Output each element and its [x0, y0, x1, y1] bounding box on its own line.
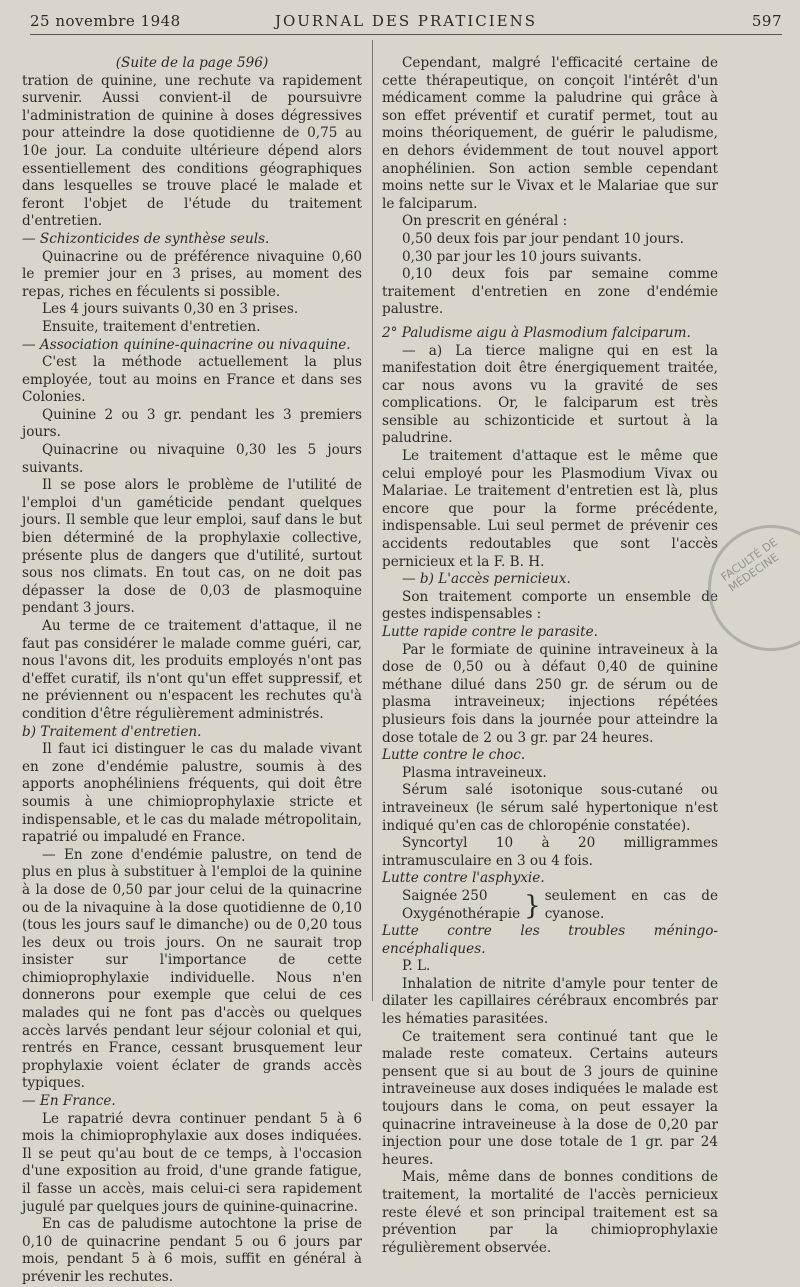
section-heading: 2° Paludisme aigu à Plasmodium falciparum.	[382, 324, 691, 341]
subheading: Lutte rapide contre le parasite.	[382, 624, 598, 640]
continuation-note: (Suite de la page 596)	[115, 55, 269, 71]
asphyxia-list	[382, 888, 718, 923]
subheading: b) Traitement d'entretien.	[22, 723, 202, 740]
paragraph: tration de quinine, une rechute va rapidement survenir. Aussi convient-il de poursuivre l'administration de quinine à doses dégressives pour atteindre la dose quotidienne de 0,75 au 10e jour. La conduite ultérieure dépend alors essentiellement des conditions géographiques dans lesquelles se trouve placé le malade et feront l'objet de l'étude du traitement d'entretien.	[22, 72, 362, 230]
page-header	[30, 12, 782, 32]
list-item: Saignée 250	[402, 887, 488, 904]
paragraph: En cas de paludisme autochtone la prise de 0,10 de quinacrine pendant 5 ou 6 jours par mois, pendant 5 à 6 mois, suffit en général à prévenir les rechutes.	[22, 1216, 362, 1285]
brace: }	[524, 890, 541, 921]
stamp-text: FACULTÉ DE MÉDECINE	[718, 535, 782, 595]
paragraph: Les 4 jours suivants 0,30 en 3 prises.	[42, 301, 299, 318]
paragraph: Mais, même dans de bonnes conditions de traitement, la mortalité de l'accès pernicieux reste élevé et son principal traitement est sa prévention par la chimioprophylaxie régulièrement observée.	[382, 1169, 718, 1256]
paragraph: Inhalation de nitrite d'amyle pour tenter de dilater les capillaires cérébraux encombrés par les hématies parasitées.	[382, 975, 718, 1028]
paragraph: C'est la méthode actuellement la plus employée, tout au moins en France et dans ses Colonies.	[22, 354, 362, 406]
subheading: — Schizonticides de synthèse seuls.	[22, 230, 270, 247]
subheading: — En France.	[22, 1093, 116, 1110]
subheading: Lutte contre les troubles méningo-encéphaliques.	[382, 923, 718, 957]
paragraph: Par le formiate de quinine intraveineux à la dose de 0,50 ou à défaut 0,40 de quinine méthane dilué dans 250 gr. de sérum ou de plasma intraveineux; injections répétées plusieurs fois dans la journée pour atteindre la dose totale de 2 ou 3 gr. par 24 heures.	[382, 641, 718, 746]
paragraph: Syncortyl 10 à 20 milligrammes intramusculaire en 3 ou 4 fois.	[382, 835, 718, 869]
issue-date: 25 novembre 1948	[30, 12, 181, 30]
paragraph: — a) La tierce maligne qui en est la manifestation doit être énergiquement traitée, car nous avons vu la gravité de ses complications. Or, le falciparum est très sensible au schizonticide et surtout à la paludrine.	[382, 342, 718, 447]
brace-note: seulement en cas de cyanose.	[544, 887, 718, 922]
paragraph: Il se pose alors le problème de l'utilité de l'emploi d'un gaméticide pendant quelques jours. Il semble que leur emploi, sauf dans le but bien déterminé de la prophylaxie collective, présente plus de dangers que d'utilité, surtout sous nos climats. En tout cas, on ne doit pas dépasser la dose de 0,03 de plasmoquine pendant 3 jours.	[22, 477, 362, 617]
paragraph: Sérum salé isotonique sous-cutané ou intraveineux (le sérum salé hypertonique n'est indiqué qu'en cas de chloropénie constatée).	[382, 782, 718, 834]
paragraph: — En zone d'endémie palustre, on tend de plus en plus à substituer à l'emploi de la quinine à la dose de 0,50 par jour celui de la quinacrine ou de la nivaquine à la dose quotidienne de 0,10 (tous les jours sauf le dimanche) ou de 0,20 tous les deux ou trois jours. On ne saurait trop insister sur l'importance de cette chimioprophylaxie individuelle. Nous n'en donnerons pour exemple que celui de ces malades qui ne font pas d'accès ou quelques accès larvés pendant leur séjour colonial et qui, rentrés en France, cessant brusquement leur prophylaxie voient éclater de grands accès typiques.	[22, 846, 362, 1092]
header-rule	[30, 34, 782, 35]
right-column	[382, 55, 718, 1257]
paragraph: Quinine 2 ou 3 gr. pendant les 3 premiers jours.	[22, 406, 362, 441]
subheading: — Association quinine-quinacrine ou nivaquine.	[22, 336, 351, 353]
paragraph: Plasma intraveineux.	[402, 764, 547, 781]
subheading: Lutte contre le choc.	[382, 747, 526, 764]
journal-title: JOURNAL DES PRATICIENS	[274, 12, 538, 30]
paragraph: Il faut ici distinguer le cas du malade vivant en zone d'endémie palustre, soumis à des apports anophéliniens fréquents, qui doit être soumis à une chimioprophylaxie stricte et indispensable, et le cas du malade métropolitain, rapatrié ou impaludé en France.	[22, 741, 362, 846]
paragraph: Quinacrine ou nivaquine 0,30 les 5 jours suivants.	[22, 442, 362, 476]
list-item: Oxygénothérapie	[402, 905, 521, 922]
paragraph: P. L.	[402, 958, 431, 975]
paragraph: Ce traitement sera continué tant que le malade reste comateux. Certains auteurs pensent que si au bout de 3 jours de quinine intraveineuse aux doses indiquées le malade est toujours dans le coma, on peut essayer la quinacrine intraveineuse à la dose de 0,20 par injection pour une dose totale de 1 gr. par 24 heures.	[382, 1028, 718, 1168]
paragraph: Ensuite, traitement d'entretien.	[42, 318, 261, 335]
paragraph: Cependant, malgré l'efficacité certaine de cette thérapeutique, on conçoit l'intérêt d'un médicament comme la paludrine qui grâce à son effet préventif et curatif permet, tout au moins théoriquement, de guérir le paludisme, en dehors évidemment de tout nouvel apport anophélinien. Son action semble cependant moins nette sur le Vivax et le Malariae que sur le falciparum.	[382, 55, 718, 212]
paragraph: On prescrit en général :	[402, 213, 568, 230]
paragraph: 0,50 deux fois par jour pendant 10 jours.	[402, 230, 684, 247]
subheading: Lutte contre l'asphyxie.	[382, 870, 545, 887]
column-divider	[372, 40, 373, 1001]
paragraph: Le traitement d'attaque est le même que celui employé pour les Plasmodium Vivax ou Malariae. Le traitement d'entretien est là, plus encore que pour la forme précédente, indispensable. Lui seul permet de prévenir ces accidents redoutables que sont l'accès pernicieux et la F. B. H.	[382, 448, 718, 570]
subheading: — b) L'accès pernicieux.	[402, 571, 571, 588]
paragraph: 0,30 par jour les 10 jours suivants.	[402, 248, 642, 265]
page-number: 597	[751, 12, 782, 30]
paragraph: Le rapatrié devra continuer pendant 5 à 6 mois la chimioprophylaxie aux doses indiquées. Il se peut qu'au bout de ce temps, à l'occasion d'une exposition au froid, d'une grande fatigue, il fasse un accès, mais celui-ci sera rapidement jugulé par quelques jours de quinine-quinacrine.	[22, 1110, 362, 1215]
paragraph: 0,10 deux fois par semaine comme traitement d'entretien en zone d'endémie palustre.	[382, 266, 718, 318]
paragraph: Quinacrine ou de préférence nivaquine 0,60 le premier jour en 3 prises, au moment des repas, riches en féculents si possible.	[22, 248, 362, 300]
left-column	[22, 55, 362, 1287]
paragraph: Son traitement comporte un ensemble de gestes indispensables :	[382, 588, 718, 623]
paragraph: Au terme de ce traitement d'attaque, il ne faut pas considérer le malade comme guéri, car, nous l'avons dit, les produits employés n'ont pas d'effet curatif, ils n'ont qu'un effet suppressif, et ne préviennent ou n'espacent les rechutes qu'à condition d'être régulièrement administrés.	[22, 618, 362, 722]
